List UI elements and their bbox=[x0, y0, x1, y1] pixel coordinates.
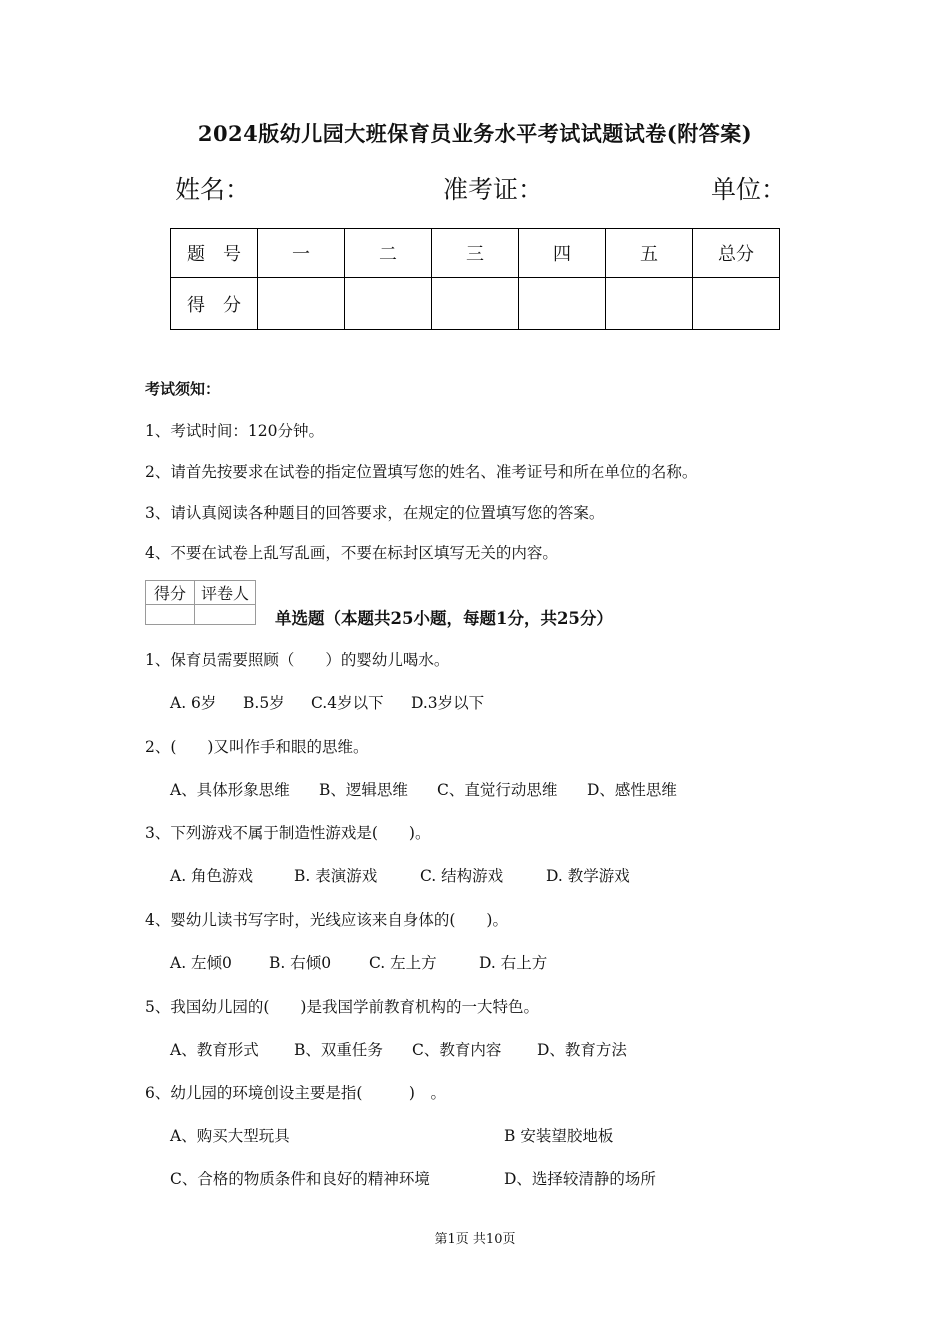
grader-box-score-label: 得分 bbox=[146, 581, 195, 605]
score-table bbox=[170, 228, 780, 330]
score-table-header-total: 总分 bbox=[693, 229, 780, 278]
grader-box-grader-cell[interactable] bbox=[195, 605, 256, 625]
exam-title: 2024版幼儿园大班保育员业务水平考试试题试卷(附答案) bbox=[197, 121, 753, 146]
score-table-header-3: 三 bbox=[432, 229, 519, 278]
question-6: 6、幼儿园的环境创设主要是指( ) 。 bbox=[145, 1084, 446, 1102]
question-2-option-d[interactable]: D、感性思维 bbox=[587, 781, 677, 799]
question-4-option-d[interactable]: D. 右上方 bbox=[479, 954, 548, 972]
score-table-header-row bbox=[171, 229, 780, 278]
question-4-option-b[interactable]: B. 右倾0 bbox=[269, 954, 332, 972]
section-title: 单选题（本题共25小题，每题1分，共25分） bbox=[275, 609, 613, 628]
score-cell-4[interactable] bbox=[519, 278, 606, 330]
question-1-option-a[interactable]: A. 6岁 bbox=[170, 694, 217, 712]
question-5-option-c[interactable]: C、教育内容 bbox=[412, 1041, 502, 1059]
grader-box-grader-label: 评卷人 bbox=[195, 581, 256, 605]
grader-box-score-cell[interactable] bbox=[146, 605, 195, 625]
question-6-option-b[interactable]: B 安装望胶地板 bbox=[504, 1127, 614, 1145]
score-table-header-label: 题 号 bbox=[171, 229, 258, 278]
question-1: 1、保育员需要照顾（ ）的婴幼儿喝水。 bbox=[145, 651, 450, 669]
grader-box bbox=[145, 580, 256, 625]
question-2: 2、( )又叫作手和眼的思维。 bbox=[145, 738, 369, 756]
question-2-option-c[interactable]: C、直觉行动思维 bbox=[437, 781, 558, 799]
name-field-label: 姓名： bbox=[175, 175, 251, 204]
score-cell-3[interactable] bbox=[432, 278, 519, 330]
question-4-option-a[interactable]: A. 左倾0 bbox=[170, 954, 232, 972]
question-6-option-c[interactable]: C、合格的物质条件和良好的精神环境 bbox=[170, 1170, 430, 1188]
question-3-option-a[interactable]: A. 角色游戏 bbox=[170, 867, 254, 885]
question-2-option-b[interactable]: B、逻辑思维 bbox=[319, 781, 408, 799]
score-cell-1[interactable] bbox=[258, 278, 345, 330]
question-3-option-d[interactable]: D. 教学游戏 bbox=[546, 867, 630, 885]
score-cell-total[interactable] bbox=[693, 278, 780, 330]
question-3: 3、下列游戏不属于制造性游戏是( )。 bbox=[145, 824, 431, 842]
question-5: 5、我国幼儿园的( )是我国学前教育机构的一大特色。 bbox=[145, 998, 539, 1016]
score-table-header-1: 一 bbox=[258, 229, 345, 278]
exam-id-field-label: 准考证： bbox=[443, 175, 544, 204]
question-5-option-b[interactable]: B、双重任务 bbox=[294, 1041, 383, 1059]
question-2-option-a[interactable]: A、具体形象思维 bbox=[170, 781, 290, 799]
notice-item: 2、请首先按要求在试卷的指定位置填写您的姓名、准考证号和所在单位的名称。 bbox=[145, 463, 698, 481]
question-4: 4、婴幼儿读书写字时，光线应该来自身体的( )。 bbox=[145, 911, 508, 929]
question-3-option-c[interactable]: C. 结构游戏 bbox=[420, 867, 504, 885]
question-6-option-d[interactable]: D、选择较清静的场所 bbox=[504, 1170, 656, 1188]
notice-item: 4、不要在试卷上乱写乱画，不要在标封区填写无关的内容。 bbox=[145, 544, 558, 562]
score-table-score-row bbox=[171, 278, 780, 330]
score-table-header-5: 五 bbox=[606, 229, 693, 278]
unit-field-label: 单位： bbox=[711, 175, 787, 204]
notice-item: 1、考试时间：120分钟。 bbox=[145, 422, 324, 440]
question-5-option-d[interactable]: D、教育方法 bbox=[537, 1041, 627, 1059]
page-number: 第1页 共10页 bbox=[434, 1232, 516, 1247]
score-cell-2[interactable] bbox=[345, 278, 432, 330]
score-table-header-2: 二 bbox=[345, 229, 432, 278]
question-3-option-b[interactable]: B. 表演游戏 bbox=[294, 867, 378, 885]
question-1-option-d[interactable]: D.3岁以下 bbox=[411, 694, 485, 712]
question-4-option-c[interactable]: C. 左上方 bbox=[369, 954, 437, 972]
question-5-option-a[interactable]: A、教育形式 bbox=[170, 1041, 259, 1059]
notice-heading: 考试须知： bbox=[145, 380, 221, 398]
score-table-score-label: 得 分 bbox=[171, 278, 258, 330]
notice-item: 3、请认真阅读各种题目的回答要求，在规定的位置填写您的答案。 bbox=[145, 504, 605, 522]
question-1-option-b[interactable]: B.5岁 bbox=[243, 694, 285, 712]
score-cell-5[interactable] bbox=[606, 278, 693, 330]
score-table-header-4: 四 bbox=[519, 229, 606, 278]
question-1-option-c[interactable]: C.4岁以下 bbox=[311, 694, 384, 712]
question-6-option-a[interactable]: A、购买大型玩具 bbox=[170, 1127, 290, 1145]
